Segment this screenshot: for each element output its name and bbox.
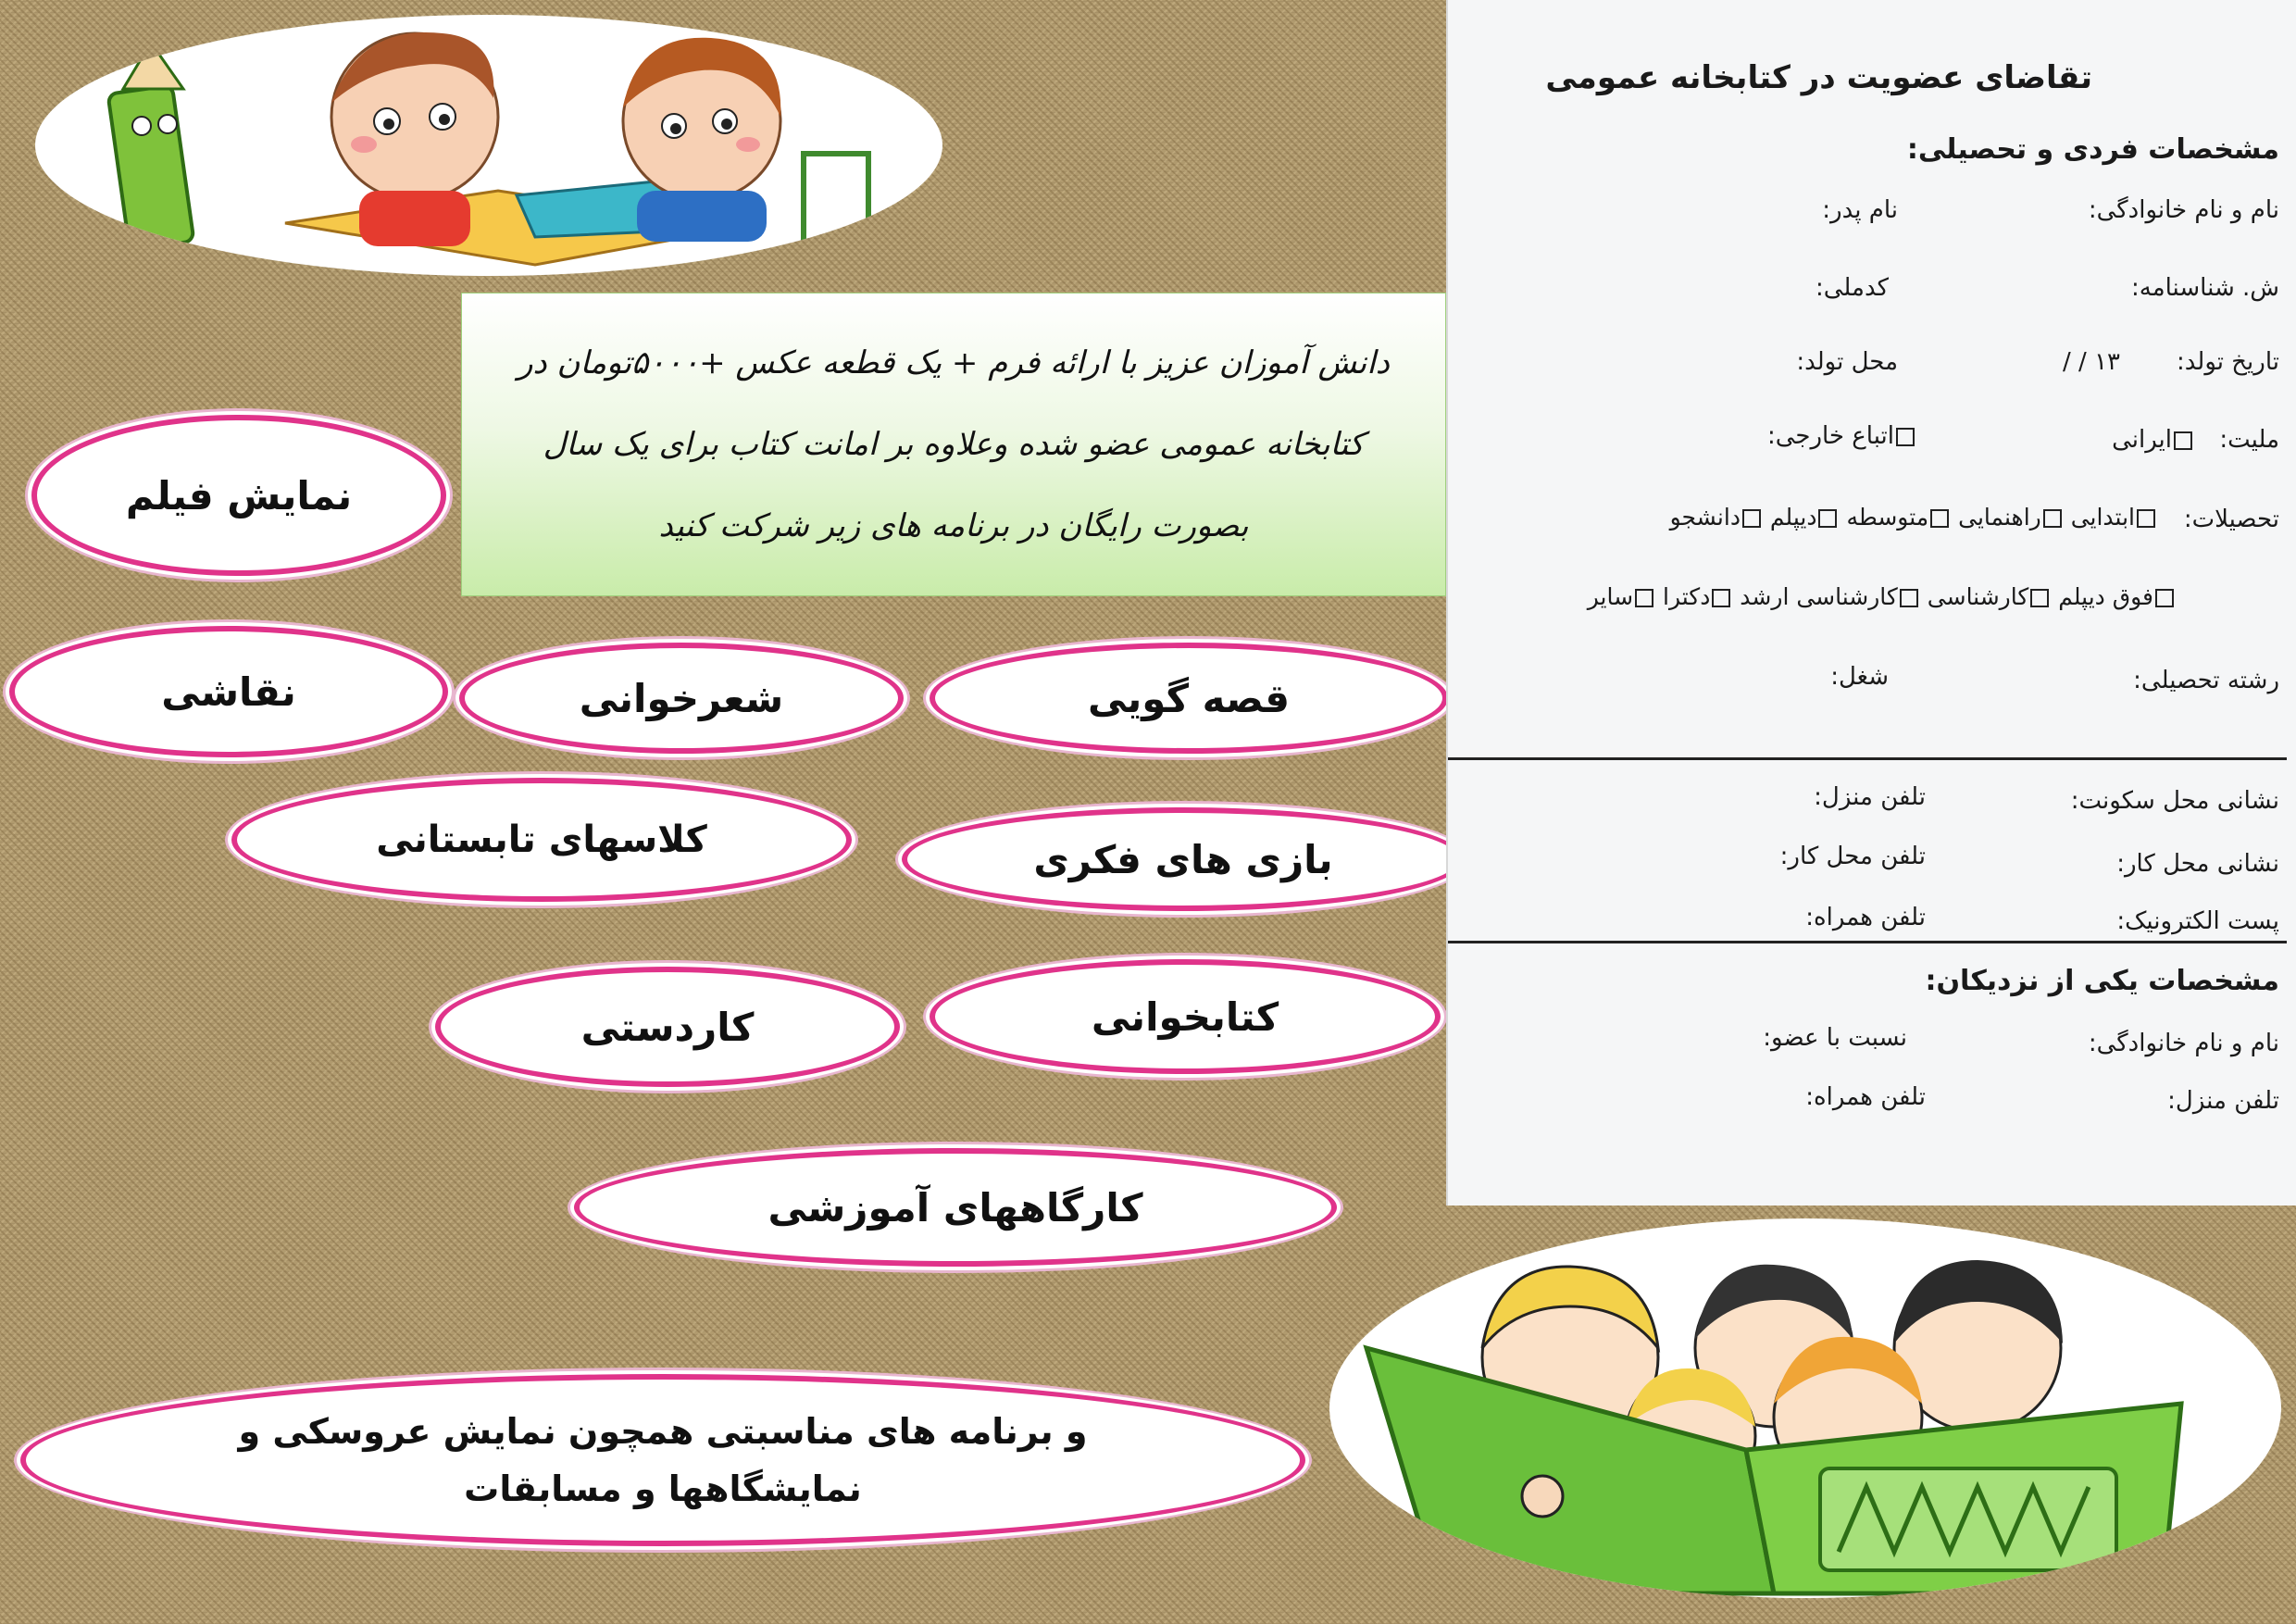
edu-option: فوق دیپلم — [2058, 583, 2153, 610]
label-nationality: ملیت: — [2219, 426, 2279, 454]
edu-option: متوسطه — [1846, 504, 1929, 531]
activity-reading-label: کتابخوانی — [1091, 993, 1279, 1040]
label-job: شغل: — [1830, 663, 1889, 691]
label-father: نام پدر: — [1822, 196, 1898, 224]
edu-option: کارشناسی ارشد — [1740, 583, 1898, 610]
section-personal: مشخصات فردی و تحصیلی: — [1906, 133, 2279, 166]
label-work-phone: تلفن محل کار: — [1779, 843, 1926, 870]
activity-summer-classes-label: کلاسهای تابستانی — [376, 818, 707, 861]
edu-option: راهنمایی — [1958, 504, 2041, 531]
option-foreign-label: اتباع خارجی: — [1766, 422, 1894, 450]
label-home-phone: تلفن منزل: — [1814, 783, 1926, 811]
option-iranian — [2112, 426, 2194, 454]
activity-handicraft-label: کاردستی — [580, 1004, 755, 1050]
label-relation: نسبت با عضو: — [1763, 1024, 1907, 1052]
label-home-address: نشانی محل سکونت: — [2070, 787, 2279, 815]
edu-checkbox[interactable] — [2137, 509, 2155, 528]
activity-storytelling-label: قصه گویی — [1088, 675, 1290, 721]
activity-workshops — [574, 1148, 1337, 1267]
edu-option: دانشجو — [1669, 504, 1741, 531]
label-id-number: ش. شناسنامه: — [2131, 274, 2279, 302]
edu-checkbox[interactable] — [1712, 589, 1730, 607]
activity-poetry — [459, 643, 904, 754]
kids-with-green-book-illustration — [1329, 1218, 2281, 1598]
activity-special-events-label: و برنامه های مناسبتی همچون نمایش عروسکی و نمایشگاهها و مسابقات — [238, 1411, 1088, 1509]
activity-workshops-label: کارگاههای آموزشی — [767, 1184, 1143, 1230]
membership-notice-text: دانش آموزان عزیز با ارائه فرم + یک قطعه عکس +۵۰۰۰تومان در کتابخانه عمومی عضو شده وعلاوه بر امانت کتاب برای یک سال بصورت رایگان در برنامه های زیر شرکت کنید — [518, 344, 1390, 544]
edu-checkbox[interactable] — [2043, 509, 2062, 528]
activity-film-label: نمایش فیلم — [125, 472, 353, 518]
edu-option: دیپلم — [1769, 504, 1817, 531]
label-relative-name: نام و نام خانوادگی: — [2088, 1030, 2279, 1057]
form-divider-1 — [1448, 757, 2287, 760]
edu-checkbox[interactable] — [2155, 589, 2174, 607]
label-mobile: تلفن همراه: — [1805, 904, 1926, 931]
label-birth-date: تاریخ تولد: — [2177, 348, 2279, 376]
children-reading-illustration — [35, 15, 942, 276]
birth-date-value: / / ۱۳ — [2063, 348, 2120, 376]
membership-notice — [461, 293, 1446, 596]
activity-special-events — [20, 1374, 1305, 1546]
activity-poetry-label: شعرخوانی — [579, 675, 784, 721]
label-national-code: کدملی: — [1816, 274, 1889, 302]
activity-handicraft — [435, 967, 900, 1087]
activity-thinking-games — [902, 807, 1465, 911]
label-email: پست الکترونیک: — [2116, 907, 2279, 935]
education-options-row-1 — [1670, 504, 2157, 531]
edu-checkbox[interactable] — [1635, 589, 1653, 607]
edu-checkbox[interactable] — [1900, 589, 1918, 607]
foreign-checkbox[interactable] — [1896, 428, 1915, 446]
activity-film — [31, 415, 446, 576]
iranian-checkbox[interactable] — [2174, 431, 2192, 450]
label-work-address: نشانی محل کار: — [2116, 850, 2279, 878]
activity-thinking-games-label: بازی های فکری — [1033, 836, 1333, 882]
label-birth-place: محل تولد: — [1796, 348, 1898, 376]
education-options-row-2 — [1588, 583, 2176, 610]
edu-checkbox[interactable] — [1930, 509, 1949, 528]
edu-option: دکترا — [1663, 583, 1711, 610]
activity-summer-classes — [231, 778, 852, 902]
edu-option: کارشناسی — [1927, 583, 2029, 610]
option-foreign — [1767, 422, 1916, 450]
edu-option: سایر — [1587, 583, 1634, 610]
form-title: تقاضای عضویت در کتابخانه عمومی — [1545, 59, 2092, 96]
option-iranian-label: ایرانی — [2112, 426, 2172, 454]
kids-with-green-book-drawing — [1329, 1218, 2281, 1598]
label-education: تحصیلات: — [2183, 506, 2279, 533]
label-field: رشته تحصیلی: — [2133, 667, 2279, 694]
edu-checkbox[interactable] — [1742, 509, 1761, 528]
label-name: نام و نام خانوادگی: — [2088, 196, 2279, 224]
edu-checkbox[interactable] — [2030, 589, 2049, 607]
activity-painting-label: نقاشی — [161, 668, 296, 715]
label-relative-mobile: تلفن همراه: — [1805, 1083, 1926, 1111]
edu-option: ابتدایی — [2070, 504, 2135, 531]
edu-checkbox[interactable] — [1818, 509, 1837, 528]
activity-painting — [9, 626, 448, 757]
activity-reading — [930, 959, 1441, 1074]
activity-storytelling — [930, 643, 1448, 754]
section-relative: مشخصات یکی از نزدیکان: — [1925, 965, 2279, 997]
children-reading-drawing — [35, 15, 942, 276]
label-relative-home-phone: تلفن منزل: — [2167, 1087, 2279, 1115]
form-divider-2 — [1448, 941, 2287, 943]
membership-application-form — [1446, 0, 2296, 1206]
